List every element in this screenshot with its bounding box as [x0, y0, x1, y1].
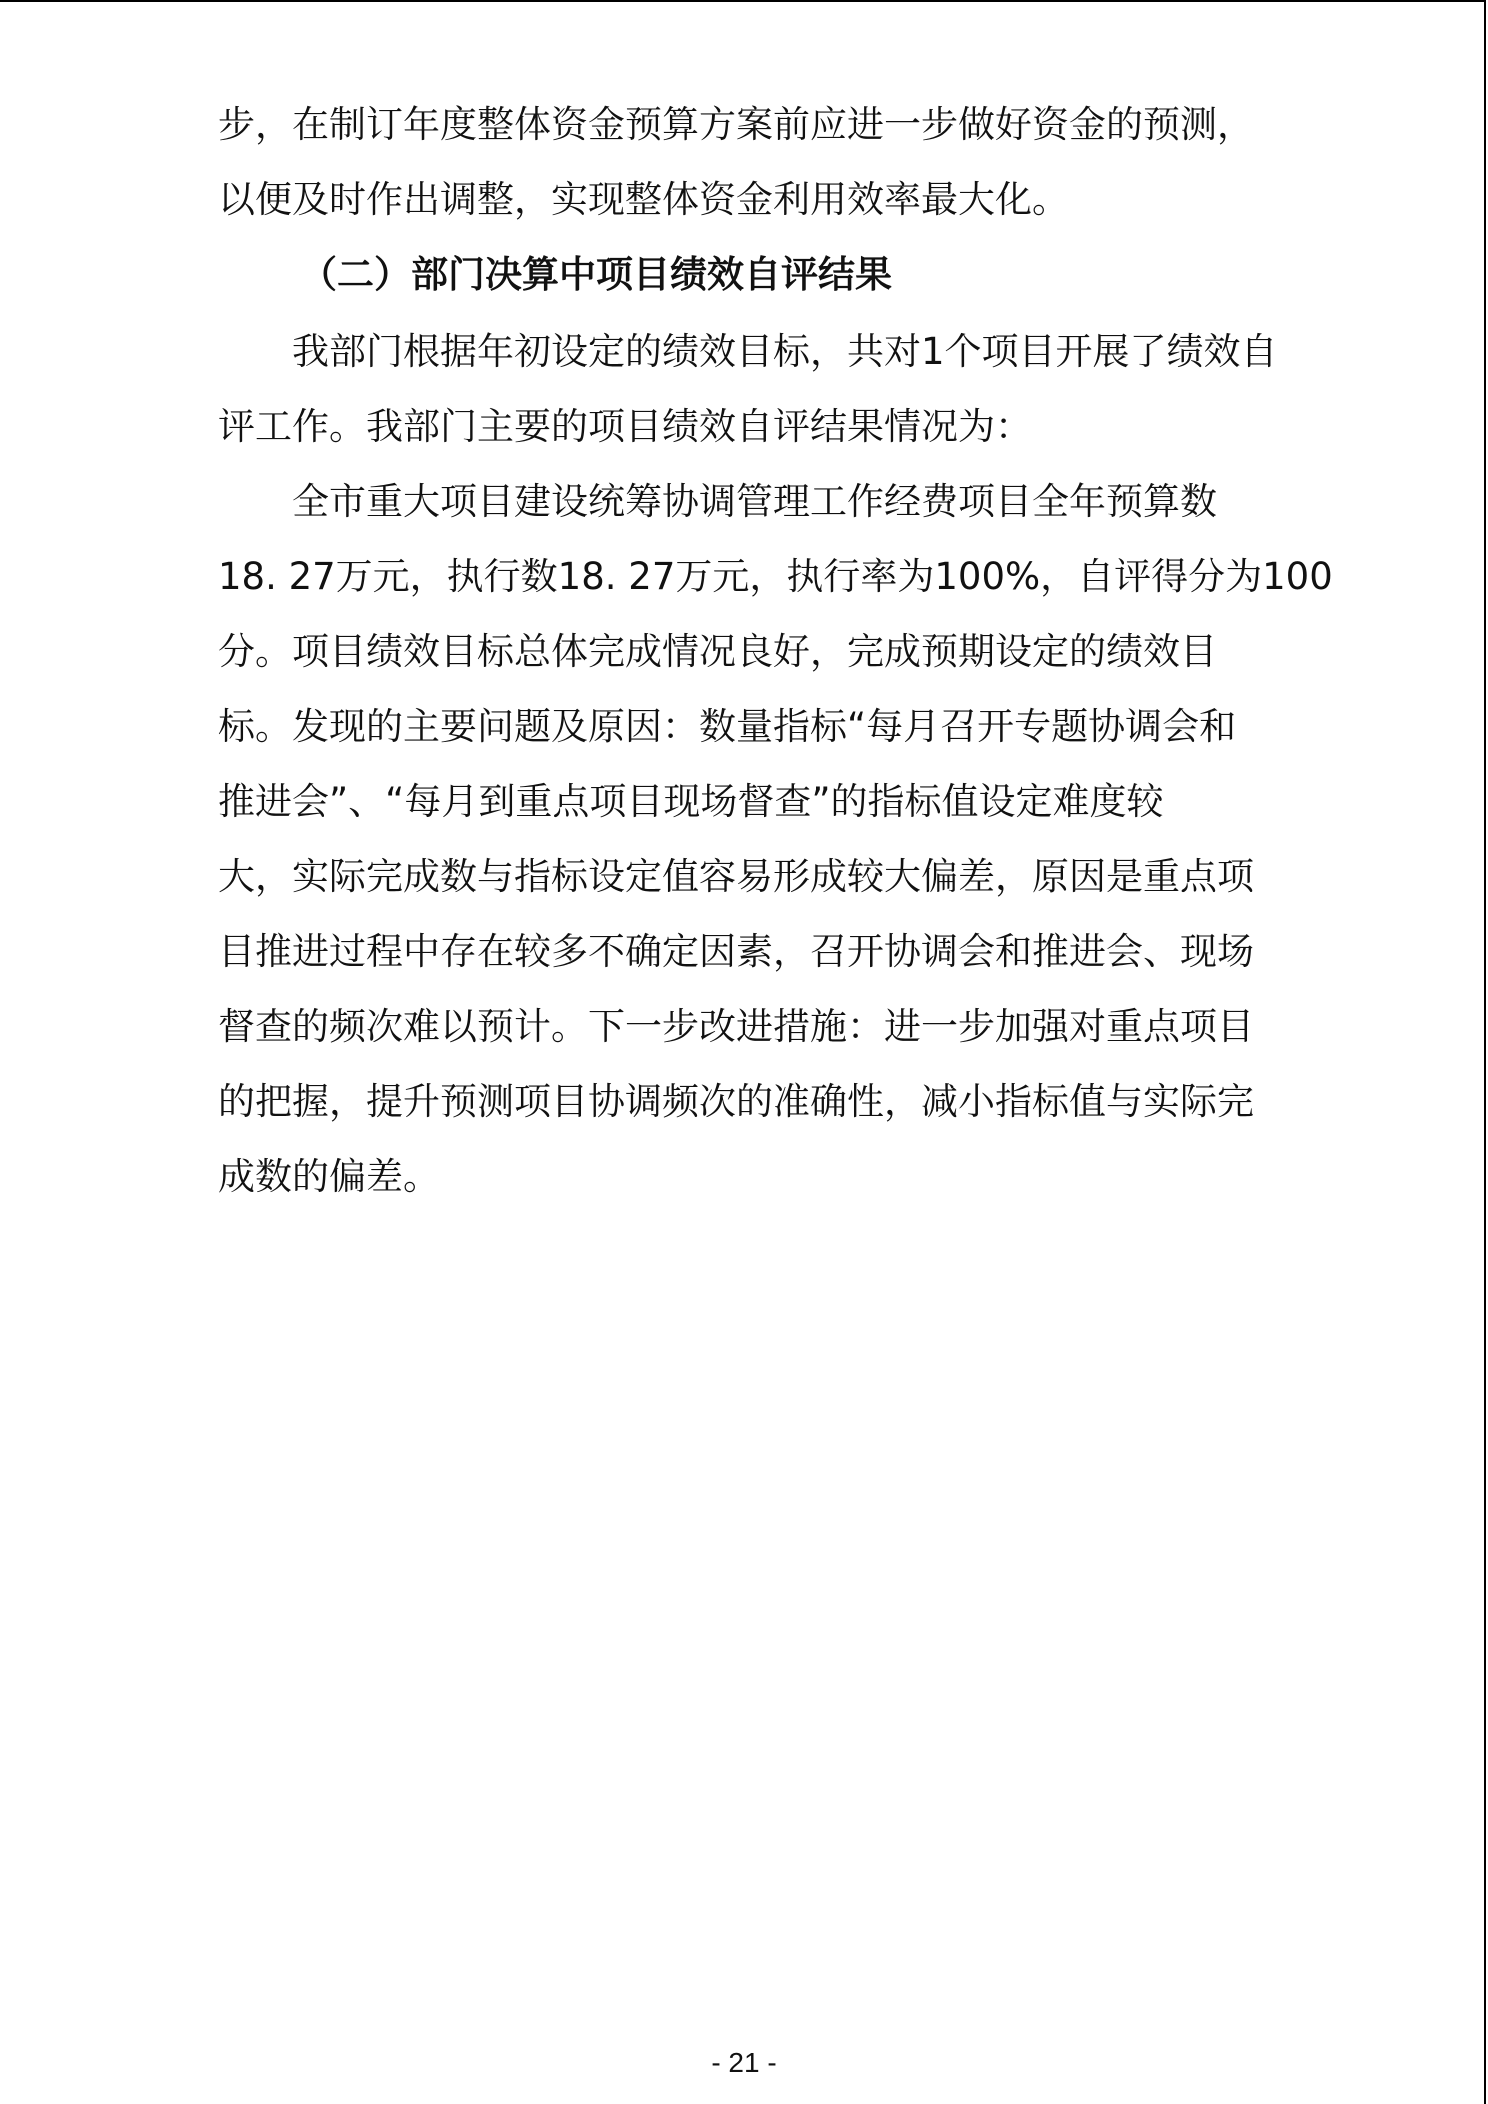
paragraph-3-line-7: 目推进过程中存在较多不确定因素，召开协调会和推进会、现场 [218, 930, 1254, 973]
paragraph-1-line-2: 以便及时作出调整，实现整体资金利用效率最大化。 [218, 178, 1069, 221]
paragraph-1-line-1: 步，在制订年度整体资金预算方案前应进一步做好资金的预测， [218, 103, 1254, 146]
paragraph-3-line-6: 大，实际完成数与指标设定值容易形成较大偏差，原因是重点项 [218, 855, 1254, 898]
paragraph-3-line-1: 全市重大项目建设统筹协调管理工作经费项目全年预算数 [292, 480, 1217, 523]
paragraph-3-line-10: 成数的偏差。 [218, 1155, 440, 1198]
paragraph-2-line-2: 评工作。我部门主要的项目绩效自评结果情况为： [218, 405, 1032, 448]
paragraph-3-line-4: 标。发现的主要问题及原因：数量指标“每月召开专题协调会和 [218, 705, 1237, 748]
paragraph-3-line-3: 分。项目绩效目标总体完成情况良好，完成预期设定的绩效目 [218, 630, 1217, 673]
section-heading: （二）部门决算中项目绩效自评结果 [300, 253, 892, 296]
paragraph-3-line-2: 18. 27万元，执行数18. 27万元，执行率为100%，自评得分为100 [218, 555, 1333, 598]
paragraph-3-line-8: 督查的频次难以预计。下一步改进措施：进一步加强对重点项目 [218, 1005, 1254, 1048]
paragraph-3-line-5: 推进会”、“每月到重点项目现场督查”的指标值设定难度较 [218, 780, 1164, 823]
page-number: - 21 - [711, 2047, 777, 2078]
paragraph-2-line-1: 我部门根据年初设定的绩效目标，共对1个项目开展了绩效自 [292, 330, 1278, 373]
paragraph-3-line-9: 的把握，提升预测项目协调频次的准确性，减小指标值与实际完 [218, 1080, 1254, 1123]
